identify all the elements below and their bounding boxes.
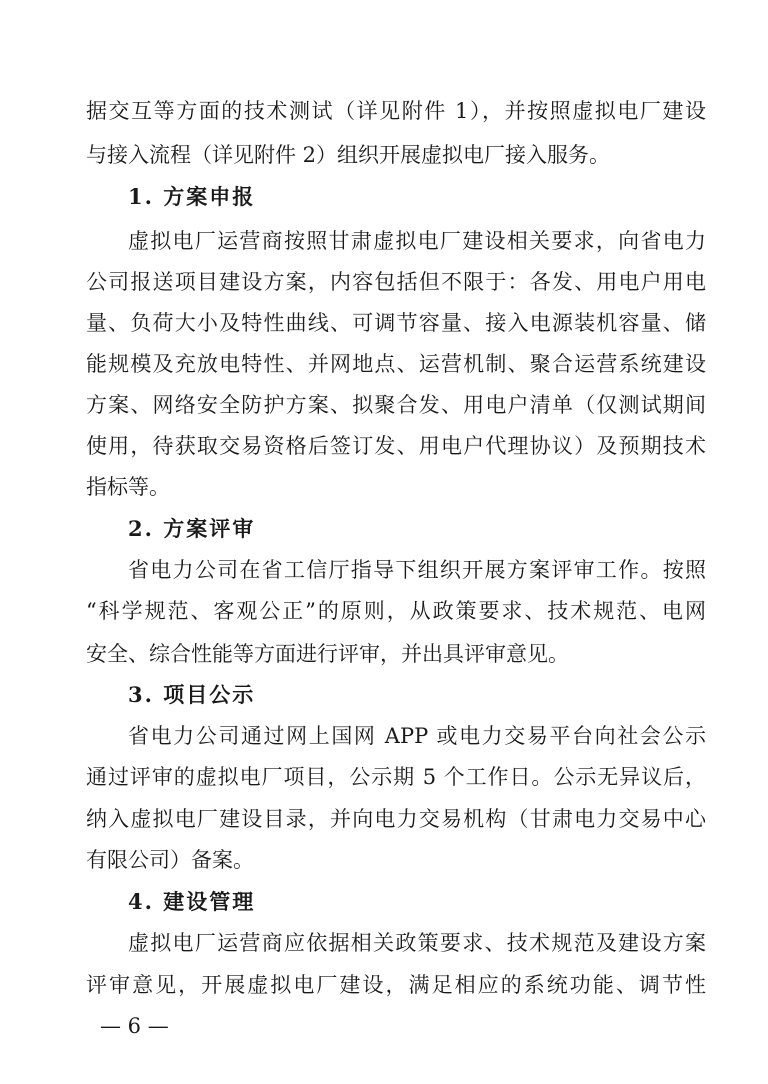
s3-line-1: 省电力公司通过网上国网 APP 或电力交易平台向社会公示 [128,724,706,748]
s2-line-1: 省电力公司在省工信厅指导下组织开展方案评审工作。按照 [128,558,706,582]
intro-line-2: 与接入流程（详见附件 2）组织开展虚拟电厂接入服务。 [86,143,611,167]
s3-line-4: 有限公司）备案。 [86,848,254,872]
s1-line-2: 公司报送项目建设方案，内容包括但不限于：各发、用电户用电 [86,270,706,294]
s3-line-2: 通过评审的虚拟电厂项目，公示期 5 个工作日。公示无异议后， [86,765,706,789]
page-number: — 6 — [100,1014,169,1038]
s2-line-2: “科学规范、客观公正”的原则，从政策要求、技术规范、电网 [86,599,706,623]
s4-line-2: 评审意见，开展虚拟电厂建设，满足相应的系统功能、调节性 [86,973,706,997]
s1-line-3: 量、负荷大小及特性曲线、可调节容量、接入电源装机容量、储 [86,311,706,335]
s4-line-1: 虚拟电厂运营商应依据相关政策要求、技术规范及建设方案 [128,931,706,955]
section-4-heading: 4. 建设管理 [128,889,256,914]
section-2-heading: 2. 方案评审 [128,516,256,541]
intro-line-1: 据交互等方面的技术测试（详见附件 1），并按照虚拟电厂建设 [86,99,706,123]
s1-line-1: 虚拟电厂运营商按照甘肃虚拟电厂建设相关要求，向省电力 [128,229,706,253]
s2-line-3: 安全、综合性能等方面进行评审，并出具评审意见。 [86,642,569,666]
s3-line-3: 纳入虚拟电厂建设目录，并向电力交易机构（甘肃电力交易中心 [86,807,706,831]
section-3-heading: 3. 项目公示 [128,682,256,707]
s1-line-4: 能规模及充放电特性、并网地点、运营机制、聚合运营系统建设 [86,352,706,376]
s1-line-7: 指标等。 [86,475,170,499]
section-1-heading: 1. 方案申报 [128,184,256,209]
s1-line-5: 方案、网络安全防护方案、拟聚合发、用电户清单（仅测试期间 [86,393,706,417]
s1-line-6: 使用，待获取交易资格后签订发、用电户代理协议）及预期技术 [86,434,706,458]
